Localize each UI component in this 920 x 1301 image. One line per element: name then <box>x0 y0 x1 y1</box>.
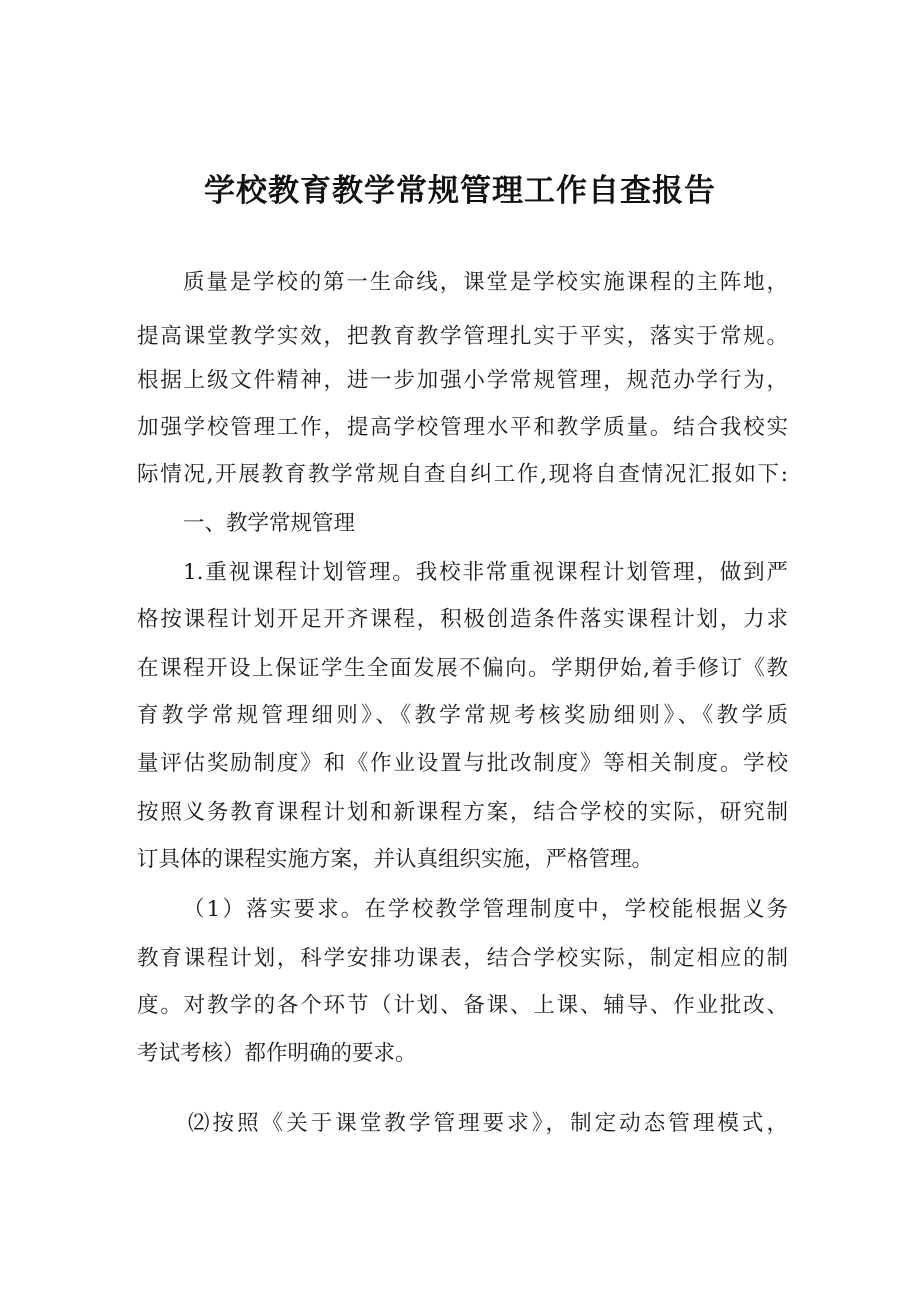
item-1-line-4: 育教学常规管理细则》、《教学常规考核奖励细则》、《教学质 <box>137 703 788 728</box>
document-title: 学校教育教学常规管理工作自查报告 <box>204 173 716 209</box>
intro-line-4: 加强学校管理工作，提高学校管理水平和教学质量。结合我校实 <box>137 415 788 440</box>
section-heading: 一、教学常规管理 <box>183 511 356 536</box>
item-1-line-5: 量评估奖励制度》和《作业设置与批改制度》等相关制度。学校 <box>137 751 788 776</box>
intro-line-1: 质量是学校的第一生命线，课堂是学校实施课程的主阵地， <box>183 270 788 295</box>
item-1-1-line-3: 度。对教学的各个环节（计划、备课、上课、辅导、作业批改、 <box>137 993 788 1018</box>
intro-line-5: 际情况,开展教育教学常规自查自纠工作,现将自查情况汇报如下: <box>137 462 788 487</box>
item-1-line-2: 格按课程计划开足开齐课程，积极创造条件落实课程计划，力求 <box>137 607 788 632</box>
item-1-2-line-1: ⑵按照《关于课堂教学管理要求》，制定动态管理模式， <box>188 1111 788 1136</box>
intro-line-3: 根据上级文件精神，进一步加强小学常规管理，规范办学行为， <box>137 368 788 393</box>
item-1-1-line-1: （1）落实要求。在学校教学管理制度中，学校能根据义务 <box>183 897 788 922</box>
item-1-1-line-2: 教育课程计划，科学安排功课表，结合学校实际，制定相应的制 <box>137 946 788 971</box>
item-1-line-3: 在课程开设上保证学生全面发展不偏向。学期伊始,着手修订《教 <box>137 656 788 681</box>
intro-line-2: 提高课堂教学实效，把教育教学管理扎实于平实，落实于常规。 <box>137 324 788 349</box>
item-1-line-7: 订具体的课程实施方案，并认真组织实施，严格管理。 <box>137 847 654 872</box>
item-1-line-6: 按照义务教育课程计划和新课程方案，结合学校的实际，研究制 <box>137 800 788 825</box>
item-1-line-1: 1.重视课程计划管理。我校非常重视课程计划管理，做到严 <box>183 560 788 585</box>
item-1-1-line-4: 考试考核）都作明确的要求。 <box>137 1041 417 1066</box>
